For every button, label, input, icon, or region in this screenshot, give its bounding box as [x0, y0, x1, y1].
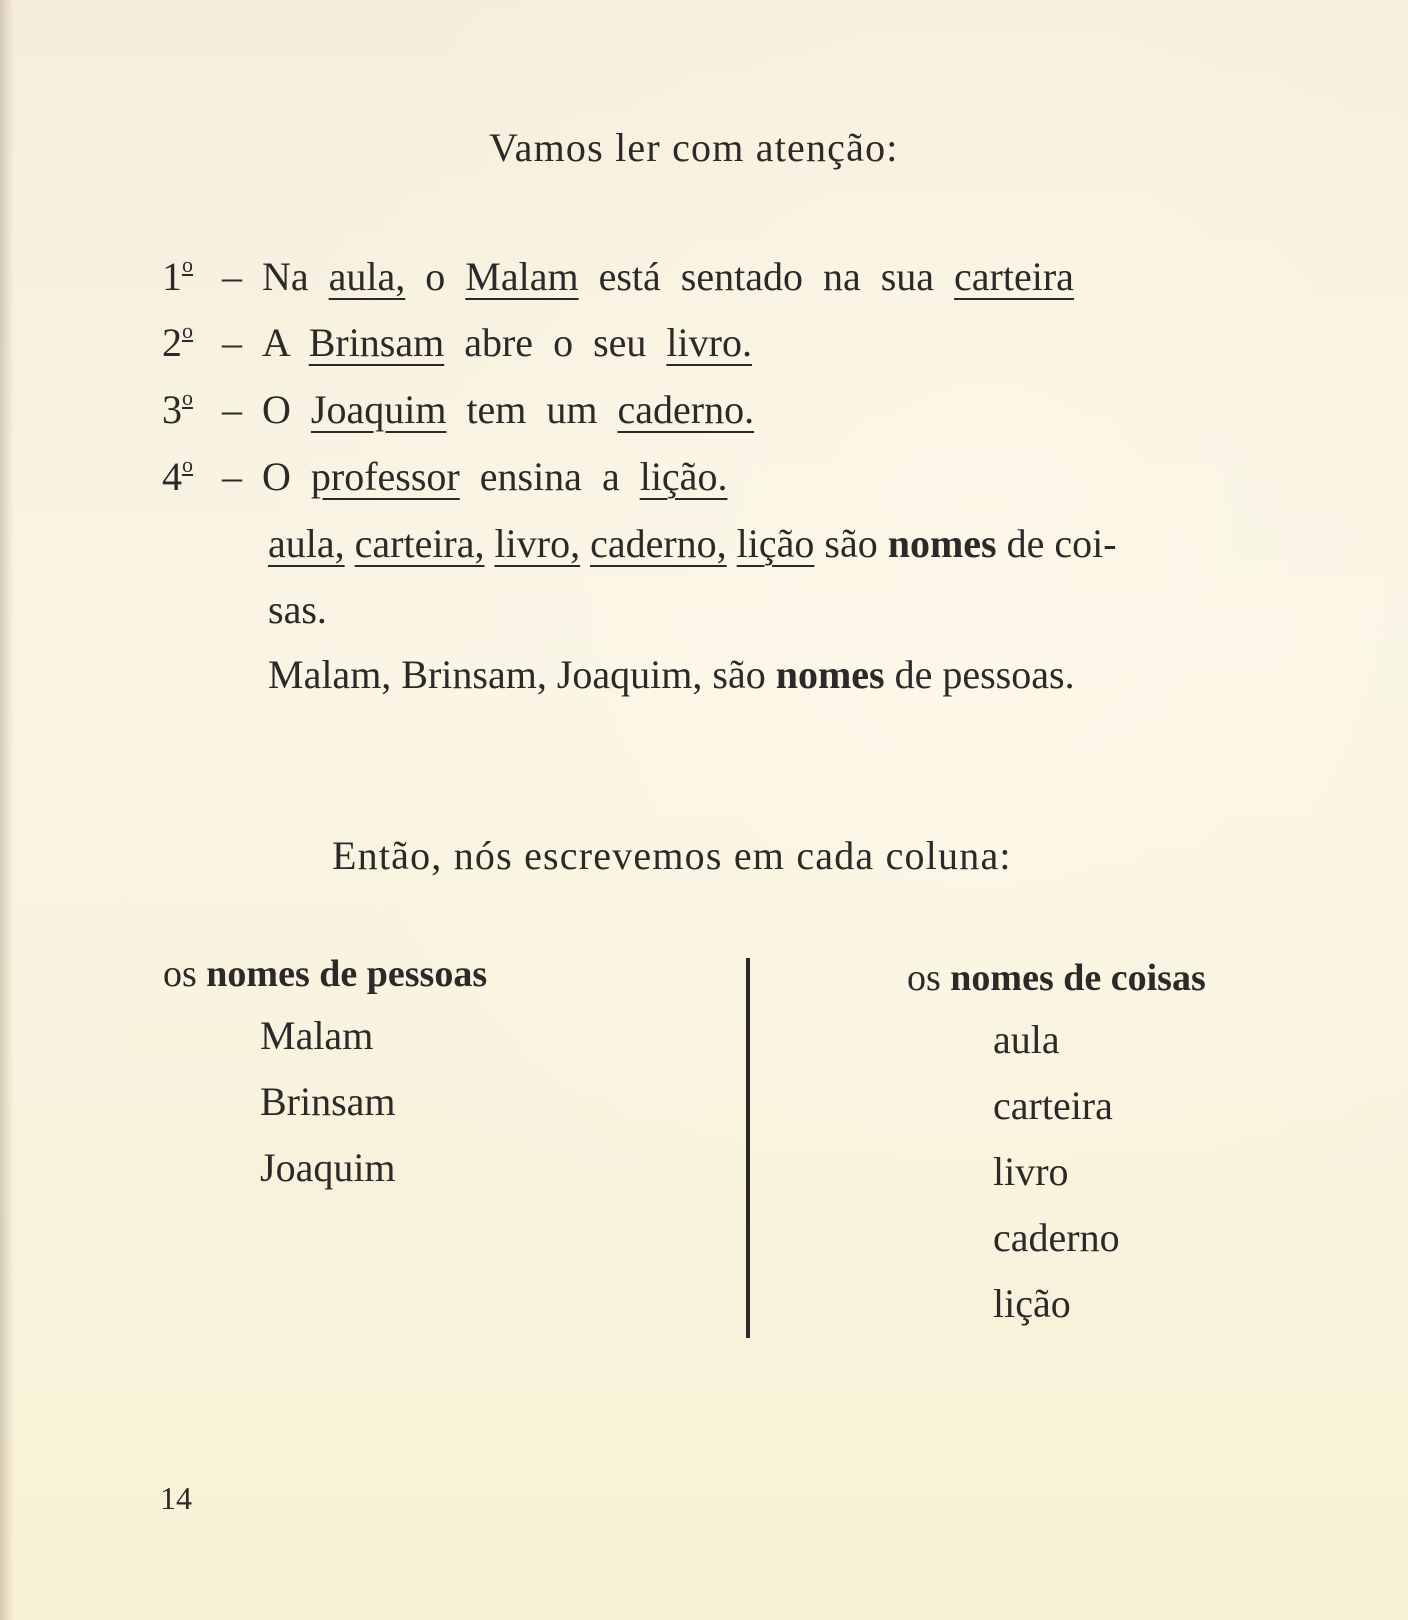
underlined-noun: livro. [666, 320, 752, 365]
list-item: carteira [993, 1083, 1113, 1128]
dash: – [222, 254, 242, 299]
column-divider [746, 958, 750, 1338]
numbered-sentence-3 [162, 385, 754, 433]
people-paragraph: Malam, Brinsam, Joaquim, são nomes de pessoas. [268, 652, 1075, 697]
bold-keyword: nomes [775, 652, 885, 697]
underlined-noun: lição. [639, 454, 728, 499]
underlined-noun: caderno. [617, 387, 755, 432]
column-heading-people: os nomes de pessoas [163, 953, 488, 995]
page-title: Vamos ler com atenção: [489, 125, 899, 170]
dash: – [222, 320, 242, 365]
ordinal-number: 4$^o$ [162, 452, 193, 499]
things-paragraph-continuation: sas. [268, 587, 327, 632]
list-item: Joaquim [260, 1145, 396, 1190]
sentence-text: A Brinsam abre o seu livro. [262, 320, 752, 365]
bold-keyword: nomes [887, 521, 997, 566]
page-edge-shadow [0, 0, 14, 1620]
people-names-list [260, 1011, 396, 1209]
ordinal-number: 3$^o$ [162, 385, 193, 432]
underlined-noun: Brinsam [308, 320, 445, 365]
underlined-noun: Malam [465, 254, 579, 299]
underlined-noun: Joaquim [310, 387, 447, 432]
list-item: aula [993, 1017, 1060, 1062]
ordinal-number: 1$^o$ [162, 252, 193, 299]
section-subtitle: Então, nós escrevemos em cada coluna: [332, 833, 1012, 878]
underlined-noun: professor [310, 454, 460, 499]
numbered-sentence-4 [162, 452, 727, 500]
things-names-list [993, 1015, 1120, 1345]
numbered-sentence-2 [162, 318, 752, 366]
underlined-noun: carteira [954, 254, 1074, 299]
underlined-noun: caderno, [590, 521, 727, 566]
things-paragraph: aula, carteira, livro, caderno, lição são nomes de coi- [268, 521, 1117, 566]
column-heading-things: os nomes de coisas [907, 957, 1206, 999]
sentence-text: O Joaquim tem um caderno. [262, 387, 755, 432]
dash: – [222, 387, 242, 432]
ordinal-number: 2$^o$ [162, 318, 193, 365]
underlined-noun: lição [736, 521, 815, 566]
sentence-text: O professor ensina a lição. [262, 454, 728, 499]
list-item: caderno [993, 1215, 1120, 1260]
numbered-sentence-1 [162, 252, 1074, 300]
underlined-noun: aula, [328, 254, 406, 299]
underlined-noun: livro, [494, 521, 581, 566]
page-number: 14 [160, 1480, 192, 1516]
underlined-noun: carteira, [354, 521, 485, 566]
list-item: livro [993, 1149, 1069, 1194]
dash: – [222, 454, 242, 499]
list-item: lição [993, 1281, 1071, 1326]
list-item: Malam [260, 1013, 374, 1058]
underlined-noun: aula, [268, 521, 345, 566]
sentence-text: Na aula, o Malam está sentado na sua carteira [262, 254, 1074, 299]
list-item: Brinsam [260, 1079, 396, 1124]
